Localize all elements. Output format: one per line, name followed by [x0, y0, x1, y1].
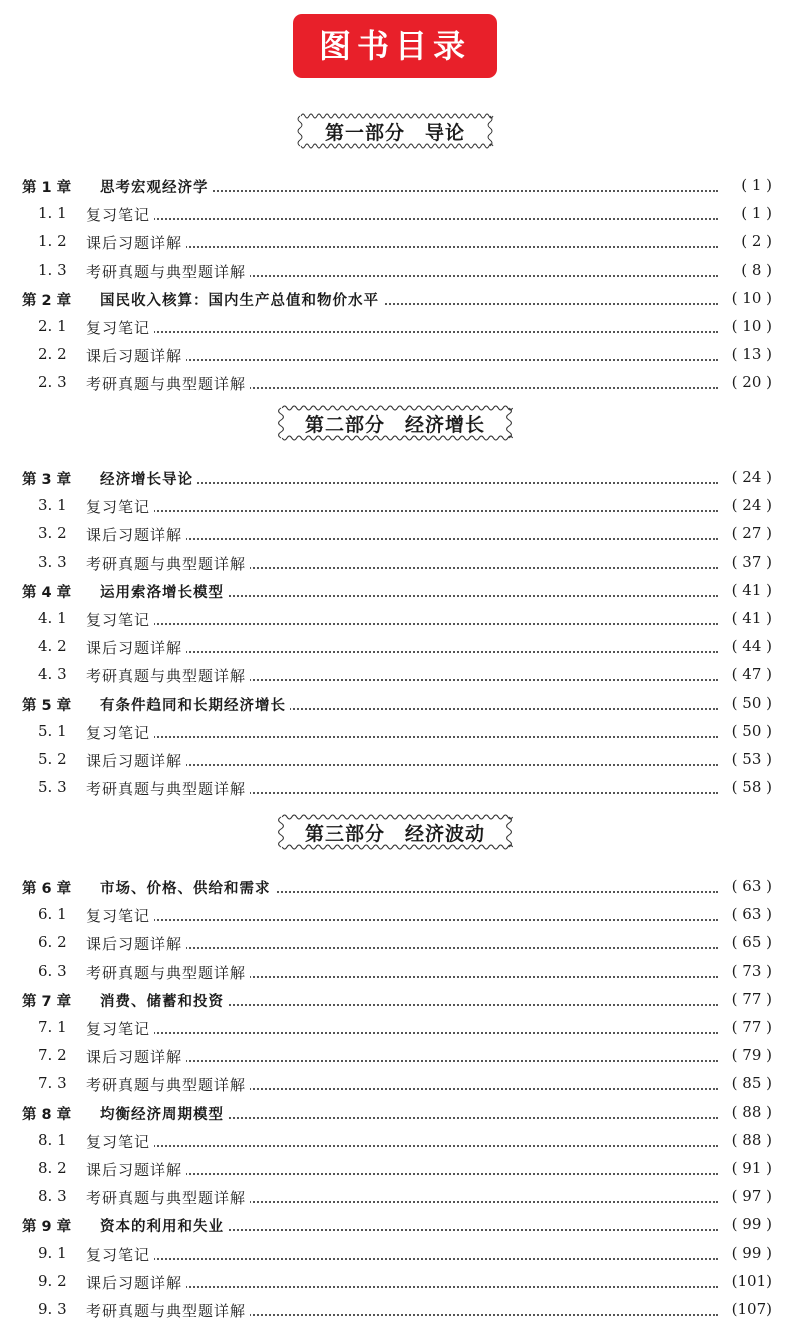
- part-title: 第三部分 经济波动: [304, 823, 485, 845]
- section-number: 3. 3: [38, 553, 67, 571]
- section-number: 2. 1: [38, 317, 67, 335]
- section-title: 课后习题详解: [86, 232, 186, 253]
- section-number: 6. 3: [38, 962, 67, 980]
- section-title: 复习笔记: [86, 1131, 154, 1152]
- page-number: ( 85 ): [718, 1074, 772, 1092]
- chapter-row[interactable]: [0, 286, 790, 314]
- page-number: ( 53 ): [718, 750, 772, 768]
- dot-leader: [150, 510, 718, 512]
- section-title: 考研真题与典型题详解: [86, 778, 250, 799]
- section-number: 1. 1: [38, 204, 67, 222]
- section-number: 4. 2: [38, 637, 67, 655]
- page-number: ( 63 ): [718, 877, 772, 895]
- dot-leader: [150, 331, 718, 333]
- section-row[interactable]: [0, 1128, 790, 1156]
- chapter-number: 第 6 章: [22, 881, 72, 897]
- chapter-row[interactable]: [0, 173, 790, 201]
- section-row[interactable]: [0, 258, 790, 286]
- section-title: 课后习题详解: [86, 1272, 186, 1293]
- chapter-number: 第 7 章: [22, 994, 72, 1010]
- page-number: ( 24 ): [718, 468, 772, 486]
- chapter-title: 思考宏观经济学: [100, 176, 213, 197]
- section-number: 4. 1: [38, 609, 67, 627]
- page-number: ( 91 ): [718, 1159, 772, 1177]
- section-number: 4. 3: [38, 665, 67, 683]
- section-number: 8. 2: [38, 1159, 67, 1177]
- section-title: 复习笔记: [86, 905, 154, 926]
- section-title: 复习笔记: [86, 722, 154, 743]
- section-number: 3. 1: [38, 496, 67, 514]
- section-number: 8. 1: [38, 1131, 67, 1149]
- dot-leader: [150, 218, 718, 220]
- section-row[interactable]: [0, 930, 790, 958]
- section-row[interactable]: [0, 1241, 790, 1269]
- dot-leader: [150, 651, 718, 653]
- dot-leader: [150, 919, 718, 921]
- section-row[interactable]: [0, 719, 790, 747]
- page-number: ( 1 ): [718, 176, 772, 194]
- page-number: ( 10 ): [718, 317, 772, 335]
- part-title: 第一部分 导论: [324, 122, 465, 144]
- page-number: (107): [718, 1300, 772, 1318]
- chapter-title: 均衡经济周期模型: [100, 1103, 228, 1124]
- page-number: ( 41 ): [718, 609, 772, 627]
- section-number: 8. 3: [38, 1187, 67, 1205]
- section-row[interactable]: [0, 1269, 790, 1297]
- section-number: 6. 2: [38, 933, 67, 951]
- dot-leader: [150, 538, 718, 540]
- section-number: 9. 3: [38, 1300, 67, 1318]
- chapter-title: 国民收入核算：国内生产总值和物价水平: [100, 289, 383, 310]
- page-number: ( 50 ): [718, 722, 772, 740]
- section-row[interactable]: [0, 521, 790, 549]
- dot-leader: [150, 595, 718, 597]
- chapter-title: 消费、储蓄和投资: [100, 990, 228, 1011]
- section-row[interactable]: [0, 959, 790, 987]
- section-number: 5. 3: [38, 778, 67, 796]
- section-row[interactable]: [0, 775, 790, 803]
- dot-leader: [150, 1145, 718, 1147]
- dot-leader: [150, 947, 718, 949]
- page-number: ( 65 ): [718, 933, 772, 951]
- chapter-row[interactable]: [0, 691, 790, 719]
- page-number: ( 50 ): [718, 694, 772, 712]
- chapter-row[interactable]: [0, 1212, 790, 1240]
- section-row[interactable]: [0, 1043, 790, 1071]
- chapter-number: 第 1 章: [22, 180, 72, 196]
- part-title: 第二部分 经济增长: [304, 414, 485, 436]
- page-number: ( 77 ): [718, 1018, 772, 1036]
- section-number: 9. 2: [38, 1272, 67, 1290]
- page-number: ( 8 ): [718, 261, 772, 279]
- section-row[interactable]: [0, 550, 790, 578]
- chapter-number: 第 8 章: [22, 1107, 72, 1123]
- chapter-number: 第 3 章: [22, 472, 72, 488]
- page-number: (101): [718, 1272, 772, 1290]
- dot-leader: [150, 1286, 718, 1288]
- section-row[interactable]: [0, 493, 790, 521]
- page-number: ( 88 ): [718, 1103, 772, 1121]
- dot-leader: [150, 1032, 718, 1034]
- page-number: ( 44 ): [718, 637, 772, 655]
- dot-leader: [150, 1229, 718, 1231]
- section-row[interactable]: [0, 634, 790, 662]
- part-heading-wrap: [0, 812, 790, 852]
- chapter-title: 运用索洛增长模型: [100, 581, 228, 602]
- dot-leader: [150, 482, 718, 484]
- dot-leader: [150, 359, 718, 361]
- page-number: ( 63 ): [718, 905, 772, 923]
- page-number: ( 79 ): [718, 1046, 772, 1064]
- section-number: 2. 3: [38, 373, 67, 391]
- section-row[interactable]: [0, 1015, 790, 1043]
- chapter-row[interactable]: [0, 874, 790, 902]
- section-title: 考研真题与典型题详解: [86, 665, 250, 686]
- page-number: ( 77 ): [718, 990, 772, 1008]
- chapter-number: 第 9 章: [22, 1219, 72, 1235]
- chapter-number: 第 2 章: [22, 293, 72, 309]
- section-row[interactable]: [0, 1156, 790, 1184]
- dot-leader: [150, 246, 718, 248]
- section-row[interactable]: [0, 662, 790, 690]
- section-title: 课后习题详解: [86, 750, 186, 771]
- section-title: 考研真题与典型题详解: [86, 373, 250, 394]
- section-row[interactable]: [0, 1071, 790, 1099]
- chapter-number: 第 5 章: [22, 698, 72, 714]
- page-number: ( 88 ): [718, 1131, 772, 1149]
- section-title: 课后习题详解: [86, 1159, 186, 1180]
- page-number: ( 73 ): [718, 962, 772, 980]
- chapter-row[interactable]: [0, 987, 790, 1015]
- section-row[interactable]: [0, 370, 790, 398]
- dot-leader: [150, 623, 718, 625]
- dot-leader: [150, 764, 718, 766]
- section-row[interactable]: [0, 229, 790, 257]
- section-row[interactable]: [0, 606, 790, 634]
- part-heading: [295, 111, 495, 151]
- page-number: ( 99 ): [718, 1244, 772, 1262]
- dot-leader: [150, 1173, 718, 1175]
- page-number: ( 97 ): [718, 1187, 772, 1205]
- section-number: 9. 1: [38, 1244, 67, 1262]
- section-number: 5. 1: [38, 722, 67, 740]
- section-title: 课后习题详解: [86, 524, 186, 545]
- section-title: 课后习题详解: [86, 1046, 186, 1067]
- chapter-row[interactable]: [0, 1100, 790, 1128]
- page-number: ( 27 ): [718, 524, 772, 542]
- page-number: ( 20 ): [718, 373, 772, 391]
- dot-leader: [150, 1117, 718, 1119]
- section-title: 课后习题详解: [86, 345, 186, 366]
- section-number: 3. 2: [38, 524, 67, 542]
- section-title: 课后习题详解: [86, 933, 186, 954]
- page-title: 图书目录: [293, 14, 497, 78]
- chapter-title: 有条件趋同和长期经济增长: [100, 694, 290, 715]
- section-row[interactable]: [0, 747, 790, 775]
- part-heading: [275, 403, 515, 443]
- chapter-number: 第 4 章: [22, 585, 72, 601]
- section-number: 2. 2: [38, 345, 67, 363]
- section-row[interactable]: [0, 342, 790, 370]
- section-row[interactable]: [0, 201, 790, 229]
- section-title: 复习笔记: [86, 496, 154, 517]
- page-number: ( 58 ): [718, 778, 772, 796]
- dot-leader: [150, 1060, 718, 1062]
- section-title: 复习笔记: [86, 609, 154, 630]
- section-number: 6. 1: [38, 905, 67, 923]
- section-row[interactable]: [0, 314, 790, 342]
- page-number: ( 99 ): [718, 1215, 772, 1233]
- section-title: 复习笔记: [86, 1244, 154, 1265]
- section-title: 考研真题与典型题详解: [86, 1300, 250, 1321]
- banner-container: [0, 14, 790, 82]
- section-row[interactable]: [0, 1184, 790, 1212]
- section-title: 考研真题与典型题详解: [86, 1074, 250, 1095]
- section-number: 1. 2: [38, 232, 67, 250]
- section-number: 1. 3: [38, 261, 67, 279]
- section-title: 考研真题与典型题详解: [86, 962, 250, 983]
- section-title: 考研真题与典型题详解: [86, 261, 250, 282]
- section-number: 7. 1: [38, 1018, 67, 1036]
- chapter-row[interactable]: [0, 465, 790, 493]
- page-number: ( 2 ): [718, 232, 772, 250]
- chapter-title: 市场、价格、供给和需求: [100, 877, 275, 898]
- page-number: ( 24 ): [718, 496, 772, 514]
- page-number: ( 13 ): [718, 345, 772, 363]
- chapter-title: 资本的利用和失业: [100, 1215, 228, 1236]
- part-heading: [275, 812, 515, 852]
- section-title: 课后习题详解: [86, 637, 186, 658]
- section-number: 7. 2: [38, 1046, 67, 1064]
- section-number: 7. 3: [38, 1074, 67, 1092]
- page-number: ( 10 ): [718, 289, 772, 307]
- page-number: ( 37 ): [718, 553, 772, 571]
- section-number: 5. 2: [38, 750, 67, 768]
- part-heading-wrap: [0, 111, 790, 151]
- section-title: 考研真题与典型题详解: [86, 1187, 250, 1208]
- chapter-row[interactable]: [0, 578, 790, 606]
- dot-leader: [150, 1258, 718, 1260]
- dot-leader: [150, 1004, 718, 1006]
- page-number: ( 41 ): [718, 581, 772, 599]
- section-row[interactable]: [0, 902, 790, 930]
- page-number: ( 1 ): [718, 204, 772, 222]
- section-title: 复习笔记: [86, 204, 154, 225]
- chapter-title: 经济增长导论: [100, 468, 197, 489]
- dot-leader: [150, 736, 718, 738]
- section-title: 复习笔记: [86, 1018, 154, 1039]
- page-number: ( 47 ): [718, 665, 772, 683]
- section-title: 考研真题与典型题详解: [86, 553, 250, 574]
- dot-leader: [150, 190, 718, 192]
- part-heading-wrap: [0, 403, 790, 443]
- section-title: 复习笔记: [86, 317, 154, 338]
